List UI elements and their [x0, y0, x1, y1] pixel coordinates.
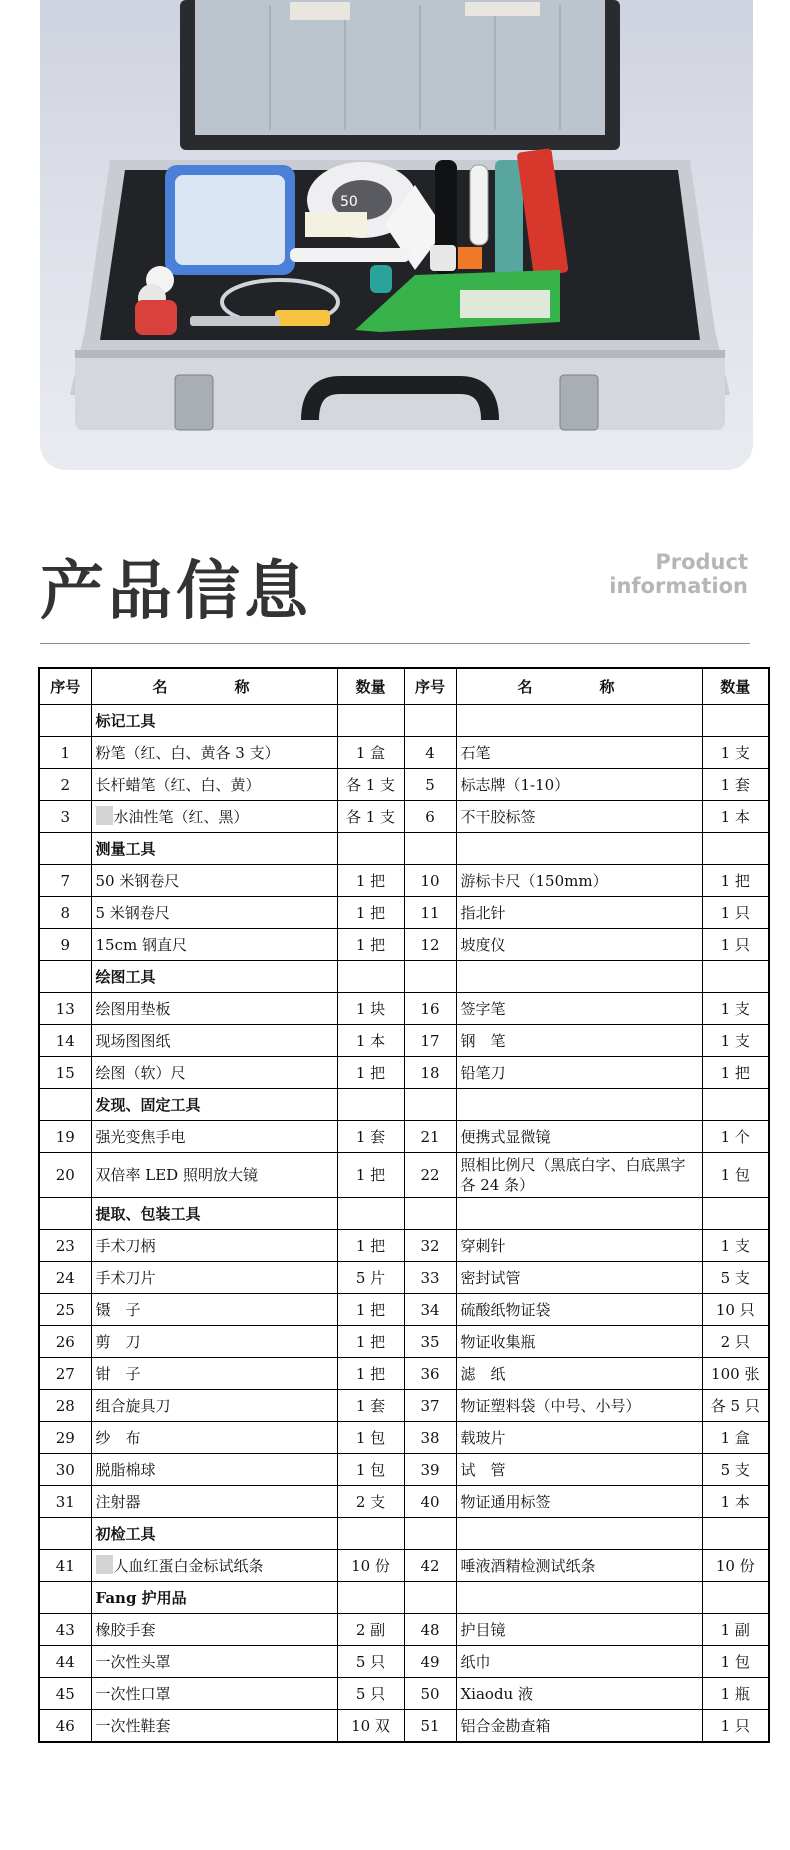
item-qty-left: 1 把 — [337, 1326, 404, 1358]
table-row — [39, 1153, 769, 1198]
empty-cell — [456, 1198, 702, 1230]
empty-cell — [702, 1518, 769, 1550]
item-no-left: 43 — [39, 1614, 91, 1646]
item-no-right: 18 — [404, 1057, 456, 1089]
item-name-right: 物证收集瓶 — [456, 1326, 702, 1358]
item-name-text: 水油性笔（红、黑） — [113, 808, 249, 826]
item-name-right: 滤 纸 — [456, 1358, 702, 1390]
item-no-right: 12 — [404, 929, 456, 961]
item-name-left: 长杆蜡笔（红、白、黄） — [91, 769, 337, 801]
item-qty-right: 1 包 — [702, 1646, 769, 1678]
item-name-right: 钢 笔 — [456, 1025, 702, 1057]
item-qty-right: 1 支 — [702, 737, 769, 769]
item-name-left: 注射器 — [91, 1486, 337, 1518]
item-qty-left: 5 片 — [337, 1262, 404, 1294]
item-no-left: 8 — [39, 897, 91, 929]
empty-cell — [702, 1198, 769, 1230]
empty-cell — [404, 1582, 456, 1614]
item-no-right: 40 — [404, 1486, 456, 1518]
item-no-left: 14 — [39, 1025, 91, 1057]
item-no-left: 29 — [39, 1422, 91, 1454]
item-no-right: 38 — [404, 1422, 456, 1454]
item-qty-left: 1 本 — [337, 1025, 404, 1057]
item-no-right: 22 — [404, 1153, 456, 1198]
item-name-left: 手术刀柄 — [91, 1230, 337, 1262]
empty-cell — [337, 1089, 404, 1121]
item-qty-right: 1 套 — [702, 769, 769, 801]
category-label: 初检工具 — [91, 1518, 337, 1550]
item-name-left: 一次性鞋套 — [91, 1710, 337, 1743]
item-name-left: 橡胶手套 — [91, 1614, 337, 1646]
item-no-left: 44 — [39, 1646, 91, 1678]
empty-cell — [39, 961, 91, 993]
item-name-right: 游标卡尺（150mm） — [456, 865, 702, 897]
item-no-right: 10 — [404, 865, 456, 897]
item-qty-left: 10 份 — [337, 1550, 404, 1582]
item-qty-left: 1 套 — [337, 1121, 404, 1153]
item-no-left: 26 — [39, 1326, 91, 1358]
item-name-left: 15cm 钢直尺 — [91, 929, 337, 961]
item-name-right: 不干胶标签 — [456, 801, 702, 833]
item-name-left: 组合旋具刀 — [91, 1390, 337, 1422]
empty-cell — [456, 1089, 702, 1121]
header-no-left: 序号 — [39, 668, 91, 705]
item-no-right: 39 — [404, 1454, 456, 1486]
item-qty-left: 各 1 支 — [337, 769, 404, 801]
item-qty-right: 1 包 — [702, 1153, 769, 1198]
header-name-right: 名 称 — [456, 668, 702, 705]
item-qty-left: 1 把 — [337, 897, 404, 929]
item-qty-right: 1 本 — [702, 801, 769, 833]
item-no-left: 30 — [39, 1454, 91, 1486]
header-no-right: 序号 — [404, 668, 456, 705]
item-name-right: 物证通用标签 — [456, 1486, 702, 1518]
item-qty-left: 1 包 — [337, 1422, 404, 1454]
empty-cell — [404, 961, 456, 993]
table-row — [39, 1294, 769, 1326]
table-row — [39, 1550, 769, 1582]
empty-cell — [337, 833, 404, 865]
empty-cell — [702, 1582, 769, 1614]
empty-cell — [456, 833, 702, 865]
item-qty-left: 1 盒 — [337, 737, 404, 769]
item-no-left: 24 — [39, 1262, 91, 1294]
item-no-left: 25 — [39, 1294, 91, 1326]
item-qty-left: 1 包 — [337, 1454, 404, 1486]
category-row — [39, 705, 769, 737]
item-name-left: 粉笔（红、白、黄各 3 支） — [91, 737, 337, 769]
item-no-right: 11 — [404, 897, 456, 929]
item-name-right: 铝合金勘查箱 — [456, 1710, 702, 1743]
table-row — [39, 1646, 769, 1678]
item-qty-right: 1 把 — [702, 865, 769, 897]
item-name-right: 标志牌（1-10） — [456, 769, 702, 801]
item-no-left: 46 — [39, 1710, 91, 1743]
item-no-right: 32 — [404, 1230, 456, 1262]
item-qty-left: 1 把 — [337, 1358, 404, 1390]
item-qty-right: 1 副 — [702, 1614, 769, 1646]
item-name-left: 脱脂棉球 — [91, 1454, 337, 1486]
item-name-text: 人血红蛋白金标试纸条 — [113, 1557, 264, 1575]
item-qty-right: 100 张 — [702, 1358, 769, 1390]
item-no-left: 41 — [39, 1550, 91, 1582]
empty-cell — [702, 961, 769, 993]
item-name-left: 剪 刀 — [91, 1326, 337, 1358]
empty-cell — [404, 1089, 456, 1121]
item-qty-right: 各 5 只 — [702, 1390, 769, 1422]
section-subtitle — [609, 550, 748, 598]
category-label: 绘图工具 — [91, 961, 337, 993]
category-label: 测量工具 — [91, 833, 337, 865]
item-no-right: 21 — [404, 1121, 456, 1153]
empty-cell — [404, 1518, 456, 1550]
table-row — [39, 897, 769, 929]
lid-mesh-pocket — [195, 0, 605, 135]
item-qty-right: 1 支 — [702, 1025, 769, 1057]
item-no-right: 35 — [404, 1326, 456, 1358]
table-row — [39, 1057, 769, 1089]
item-qty-right: 1 个 — [702, 1121, 769, 1153]
item-name-left: 纱 布 — [91, 1422, 337, 1454]
item-qty-right: 1 本 — [702, 1486, 769, 1518]
category-label: 标记工具 — [91, 705, 337, 737]
table-row — [39, 1422, 769, 1454]
item-name-left: 5 米钢卷尺 — [91, 897, 337, 929]
item-qty-left: 1 套 — [337, 1390, 404, 1422]
table-row — [39, 769, 769, 801]
item-no-right: 34 — [404, 1294, 456, 1326]
header-qty-right: 数量 — [702, 668, 769, 705]
empty-cell — [404, 705, 456, 737]
item-name-right: 硫酸纸物证袋 — [456, 1294, 702, 1326]
item-qty-right: 1 只 — [702, 897, 769, 929]
item-name-left: 双倍率 LED 照明放大镜 — [91, 1153, 337, 1198]
item-no-left: 15 — [39, 1057, 91, 1089]
item-qty-left: 各 1 支 — [337, 801, 404, 833]
bottle-red — [135, 300, 177, 335]
item-name-right: Xiaodu 液 — [456, 1678, 702, 1710]
item-name-left: 现场图图纸 — [91, 1025, 337, 1057]
item-name-right: 指北针 — [456, 897, 702, 929]
redaction-mark — [96, 806, 113, 825]
item-name-left: 手术刀片 — [91, 1262, 337, 1294]
empty-cell — [456, 1582, 702, 1614]
item-name-left: 强光变焦手电 — [91, 1121, 337, 1153]
item-name-right: 密封试管 — [456, 1262, 702, 1294]
empty-cell — [702, 833, 769, 865]
category-row — [39, 1198, 769, 1230]
empty-cell — [702, 705, 769, 737]
empty-cell — [39, 1518, 91, 1550]
empty-cell — [39, 1198, 91, 1230]
item-name-right: 签字笔 — [456, 993, 702, 1025]
table-row — [39, 865, 769, 897]
item-no-left: 28 — [39, 1390, 91, 1422]
table-row — [39, 1326, 769, 1358]
table-row — [39, 1486, 769, 1518]
item-qty-right: 1 只 — [702, 929, 769, 961]
item-name-right: 试 管 — [456, 1454, 702, 1486]
product-photo — [40, 0, 753, 470]
item-name-left: 钳 子 — [91, 1358, 337, 1390]
item-name-left — [91, 1550, 337, 1582]
empty-cell — [337, 961, 404, 993]
item-name-right: 唾液酒精检测试纸条 — [456, 1550, 702, 1582]
empty-cell — [456, 705, 702, 737]
section-title: 产品信息 — [40, 555, 312, 629]
section-divider — [40, 643, 750, 644]
item-qty-left: 5 只 — [337, 1678, 404, 1710]
empty-cell — [39, 1089, 91, 1121]
item-no-right: 50 — [404, 1678, 456, 1710]
item-no-right: 4 — [404, 737, 456, 769]
category-label: 发现、固定工具 — [91, 1089, 337, 1121]
table-row — [39, 1454, 769, 1486]
item-name-left — [91, 801, 337, 833]
table-row — [39, 1390, 769, 1422]
inventory-table-wrapper — [38, 667, 758, 1743]
item-name-left: 绘图（软）尺 — [91, 1057, 337, 1089]
empty-cell — [456, 961, 702, 993]
empty-cell — [404, 1198, 456, 1230]
section-subtitle-line2: information — [609, 574, 748, 598]
table-row — [39, 1614, 769, 1646]
item-no-left: 23 — [39, 1230, 91, 1262]
item-no-right: 49 — [404, 1646, 456, 1678]
item-name-left: 镊 子 — [91, 1294, 337, 1326]
empty-cell — [702, 1089, 769, 1121]
item-qty-left: 2 支 — [337, 1486, 404, 1518]
item-no-right: 36 — [404, 1358, 456, 1390]
item-no-right: 6 — [404, 801, 456, 833]
category-label: 提取、包装工具 — [91, 1198, 337, 1230]
item-name-right: 护目镜 — [456, 1614, 702, 1646]
empty-cell — [39, 833, 91, 865]
category-row — [39, 1582, 769, 1614]
item-qty-left: 1 把 — [337, 929, 404, 961]
item-qty-left: 2 副 — [337, 1614, 404, 1646]
inventory-table — [38, 667, 770, 1743]
table-row — [39, 1678, 769, 1710]
empty-cell — [337, 1198, 404, 1230]
tape-label: 50 — [340, 194, 358, 210]
latch-right — [560, 375, 598, 430]
item-qty-right: 1 只 — [702, 1710, 769, 1743]
item-qty-right: 1 盒 — [702, 1422, 769, 1454]
item-no-left: 19 — [39, 1121, 91, 1153]
table-row — [39, 929, 769, 961]
item-qty-right: 1 支 — [702, 1230, 769, 1262]
item-name-right: 照相比例尺（黑底白字、白底黑字各 24 条） — [456, 1153, 702, 1198]
item-qty-right: 5 支 — [702, 1262, 769, 1294]
empty-cell — [39, 705, 91, 737]
item-no-left: 31 — [39, 1486, 91, 1518]
item-no-right: 37 — [404, 1390, 456, 1422]
item-name-left: 50 米钢卷尺 — [91, 865, 337, 897]
item-qty-right: 2 只 — [702, 1326, 769, 1358]
item-qty-left: 1 把 — [337, 1153, 404, 1198]
item-no-left: 9 — [39, 929, 91, 961]
item-name-right: 铅笔刀 — [456, 1057, 702, 1089]
category-label: Fang 护用品 — [91, 1582, 337, 1614]
item-no-left: 2 — [39, 769, 91, 801]
table-row — [39, 1121, 769, 1153]
item-no-left: 3 — [39, 801, 91, 833]
empty-cell — [337, 1582, 404, 1614]
item-qty-left: 5 只 — [337, 1646, 404, 1678]
item-no-right: 5 — [404, 769, 456, 801]
item-no-left: 1 — [39, 737, 91, 769]
item-qty-right: 1 把 — [702, 1057, 769, 1089]
category-row — [39, 833, 769, 865]
section-subtitle-line1: Product — [655, 550, 748, 574]
item-no-right: 33 — [404, 1262, 456, 1294]
item-no-left: 20 — [39, 1153, 91, 1198]
item-no-left: 7 — [39, 865, 91, 897]
table-row — [39, 737, 769, 769]
item-qty-left: 1 把 — [337, 865, 404, 897]
empty-cell — [337, 705, 404, 737]
magnifier — [470, 165, 488, 245]
item-no-right: 51 — [404, 1710, 456, 1743]
empty-cell — [337, 1518, 404, 1550]
header-name-left: 名 称 — [91, 668, 337, 705]
item-qty-right: 1 支 — [702, 993, 769, 1025]
item-no-left: 13 — [39, 993, 91, 1025]
teal-tube — [495, 160, 523, 280]
item-qty-left: 1 把 — [337, 1294, 404, 1326]
item-qty-right: 1 瓶 — [702, 1678, 769, 1710]
item-name-left: 绘图用垫板 — [91, 993, 337, 1025]
item-qty-left: 10 双 — [337, 1710, 404, 1743]
table-row — [39, 801, 769, 833]
item-name-left: 一次性口罩 — [91, 1678, 337, 1710]
empty-cell — [39, 1582, 91, 1614]
item-no-left: 45 — [39, 1678, 91, 1710]
category-row — [39, 1518, 769, 1550]
table-row — [39, 1025, 769, 1057]
table-body — [39, 705, 769, 1743]
table-row — [39, 1230, 769, 1262]
table-row — [39, 993, 769, 1025]
item-no-right: 17 — [404, 1025, 456, 1057]
item-no-left: 27 — [39, 1358, 91, 1390]
empty-cell — [456, 1518, 702, 1550]
empty-cell — [404, 833, 456, 865]
item-qty-right: 10 只 — [702, 1294, 769, 1326]
item-qty-left: 1 块 — [337, 993, 404, 1025]
kit-case-illustration — [40, 0, 753, 470]
item-name-right: 纸巾 — [456, 1646, 702, 1678]
item-no-right: 16 — [404, 993, 456, 1025]
table-row — [39, 1262, 769, 1294]
table-row — [39, 1710, 769, 1743]
item-name-right: 穿刺针 — [456, 1230, 702, 1262]
category-row — [39, 961, 769, 993]
item-qty-left: 1 把 — [337, 1057, 404, 1089]
item-name-right: 物证塑料袋（中号、小号） — [456, 1390, 702, 1422]
item-name-left: 一次性头罩 — [91, 1646, 337, 1678]
item-qty-right: 5 支 — [702, 1454, 769, 1486]
table-header-row — [39, 668, 769, 705]
table-row — [39, 1358, 769, 1390]
item-no-right: 42 — [404, 1550, 456, 1582]
header-qty-left: 数量 — [337, 668, 404, 705]
item-name-right: 便携式显微镜 — [456, 1121, 702, 1153]
item-qty-right: 10 份 — [702, 1550, 769, 1582]
latch-left — [175, 375, 213, 430]
category-row — [39, 1089, 769, 1121]
redaction-mark — [96, 1555, 113, 1574]
item-name-right: 载玻片 — [456, 1422, 702, 1454]
item-name-right: 石笔 — [456, 737, 702, 769]
item-name-right: 坡度仪 — [456, 929, 702, 961]
item-qty-left: 1 把 — [337, 1230, 404, 1262]
item-no-right: 48 — [404, 1614, 456, 1646]
